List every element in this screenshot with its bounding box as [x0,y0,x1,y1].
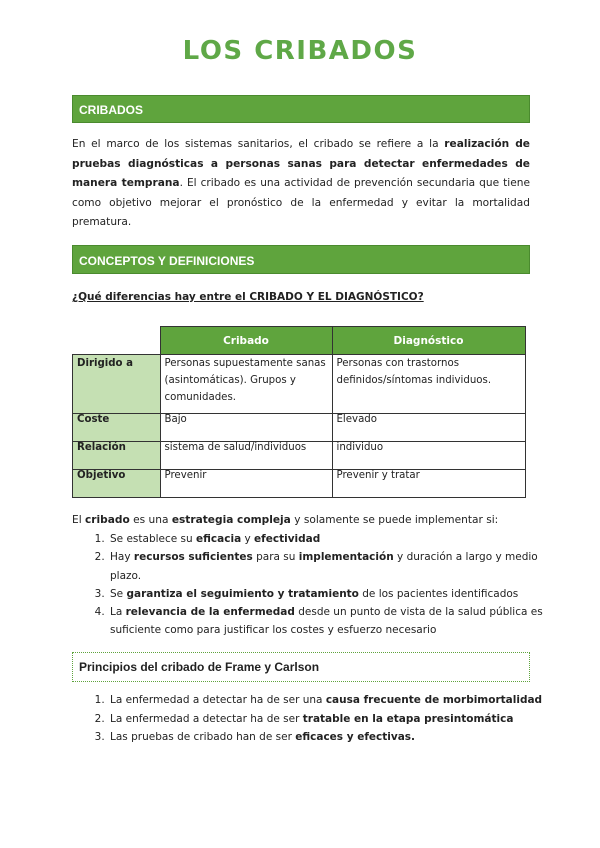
section-heading-conceptos: CONCEPTOS Y DEFINICIONES [72,245,530,274]
intro-text: El [72,514,86,526]
table-row [73,470,526,498]
list-item [108,728,566,747]
conditions-intro [72,514,498,526]
para-bold-text: realización de pruebas diagnósticas a personas sanas para detectar enfermedades de manera temprana [72,138,530,189]
cell-cribado: Prevenir [160,470,332,498]
intro-bold-text: cribado [85,514,130,526]
item-text: para su [252,551,299,564]
item-bold-text: garantiza el seguimiento y tratamiento [126,587,359,600]
table-header-diagnostico: Diagnóstico [332,327,525,355]
para-text: . El cribado es una actividad de prevención secundaria que tiene como objetivo mejorar el pronóstico de la enfermedad y evitar la mortalidad prematura. [72,177,530,228]
cell-diagnostico: Personas con trastornos definidos/síntomas individuos. [332,355,525,414]
item-text: Hay [110,551,134,564]
para-text: En el marco de los sistemas sanitarios, el cribado se refiere a la [72,138,445,150]
row-label: Coste [73,414,161,442]
conditions-list [72,530,566,640]
cell-cribado: sistema de salud/individuos [160,442,332,470]
item-text: de los pacientes identificados [358,587,519,600]
item-bold-text: recursos suficientes [133,551,253,564]
list-item [108,691,566,710]
row-label: Relación [73,442,161,470]
intro-paragraph [72,135,530,233]
list-item [108,603,566,640]
item-text: y duración a largo y medio plazo. [110,551,538,582]
item-bold-text: eficacia [196,533,242,545]
intro-text: es una [129,514,172,526]
row-label: Objetivo [73,470,161,498]
item-text: Las pruebas de cribado han de ser [110,731,296,743]
item-text: desde un punto de vista de la salud pública es suficiente como para justificar los costes y esfuerzo necesario [110,606,543,637]
question-heading: ¿Qué diferencias hay entre el CRIBADO Y EL DIAGNÓSTICO? [72,291,424,303]
item-text: y [241,533,255,545]
intro-bold-text: estrategia compleja [171,514,291,526]
cell-diagnostico: Prevenir y tratar [332,470,525,498]
list-item [108,530,566,548]
table-corner [73,327,161,355]
list-item [108,548,566,585]
section-heading-cribados: CRIBADOS [72,95,530,123]
item-bold-text: eficaces y efectivas. [295,731,416,743]
cell-cribado: Personas supuestamente sanas (asintomáticas). Grupos y comunidades. [160,355,332,414]
item-bold-text: relevancia de la enfermedad [125,606,295,619]
table-row [73,442,526,470]
item-bold-text: tratable en la etapa presintomática [302,712,514,725]
intro-text: y solamente se puede implementar si: [290,514,499,526]
item-text: La [110,606,126,619]
item-text: Se establece su [110,533,197,545]
table-row [73,414,526,442]
cell-cribado: Bajo [160,414,332,442]
item-bold-text: efectividad [254,533,321,545]
page-title: LOS CRIBADOS [182,36,418,66]
comparison-table [72,326,526,498]
item-text: La enfermedad a detectar ha de ser [110,712,303,725]
row-label: Dirigido a [73,355,161,414]
table-header-cribado: Cribado [160,327,332,355]
table-row [73,355,526,414]
principles-heading: Principios del cribado de Frame y Carlson [72,652,530,682]
item-bold-text: implementación [298,551,394,564]
cell-diagnostico: Elevado [332,414,525,442]
principles-list [72,691,566,747]
item-bold-text: causa frecuente de morbimortalidad [325,694,543,706]
item-text: La enfermedad a detectar ha de ser una [110,694,326,706]
list-item [108,585,566,603]
cell-diagnostico: individuo [332,442,525,470]
list-item [108,710,566,729]
item-text: Se [110,587,127,600]
